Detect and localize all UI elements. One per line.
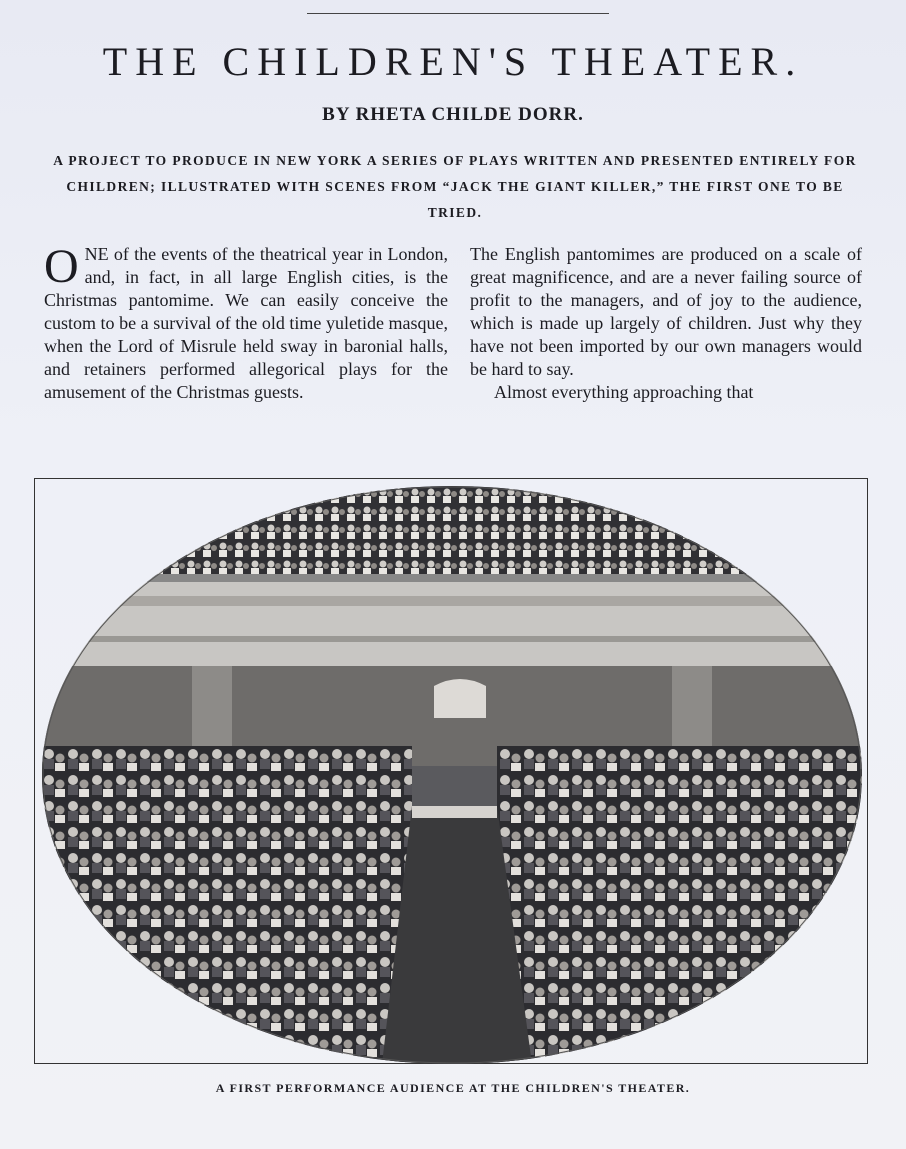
paragraph-3: Almost everything approaching that	[494, 382, 754, 402]
column-right	[470, 243, 862, 404]
figure-caption: A FIRST PERFORMANCE AUDIENCE AT THE CHILDREN'S THEATER.	[215, 1081, 691, 1095]
article-title: THE CHILDREN'S THEATER.	[102, 39, 804, 84]
subtitle: A PROJECT TO PRODUCE IN NEW YORK A SERIES OF PLAYS WRITTEN AND PRESENTED ENTIRELY FOR CHILDREN; ILLUSTRATED WITH SCENES FROM “JACK THE GIANT KILLER,” THE FIRST ONE TO BE TRIED.	[53, 153, 857, 220]
paragraph-1-text: NE of the events of the theatrical year in London, and, in fact, in all large English cities, is the Christmas pantomime. We can easily conceive the custom to be a survival of the old time yuletide masque, when the Lord of Misrule held sway in baronial halls, and retainers performed allegorical plays for the amusement of the Christmas guests.	[44, 244, 448, 402]
top-rule	[307, 13, 609, 14]
column-left	[44, 240, 448, 404]
paragraph-2: The English pantomimes are produced on a scale of great magnificence, and are a never failing source of profit to the managers, and of joy to the audience, which is made up largely of children. Just why they have not been imported by our own managers would be hard to say.	[470, 244, 862, 379]
drop-cap: O	[44, 240, 79, 293]
byline: BY RHETA CHILDE DORR.	[322, 104, 584, 125]
paragraph-1	[44, 240, 448, 404]
audience-photo	[42, 486, 862, 1064]
